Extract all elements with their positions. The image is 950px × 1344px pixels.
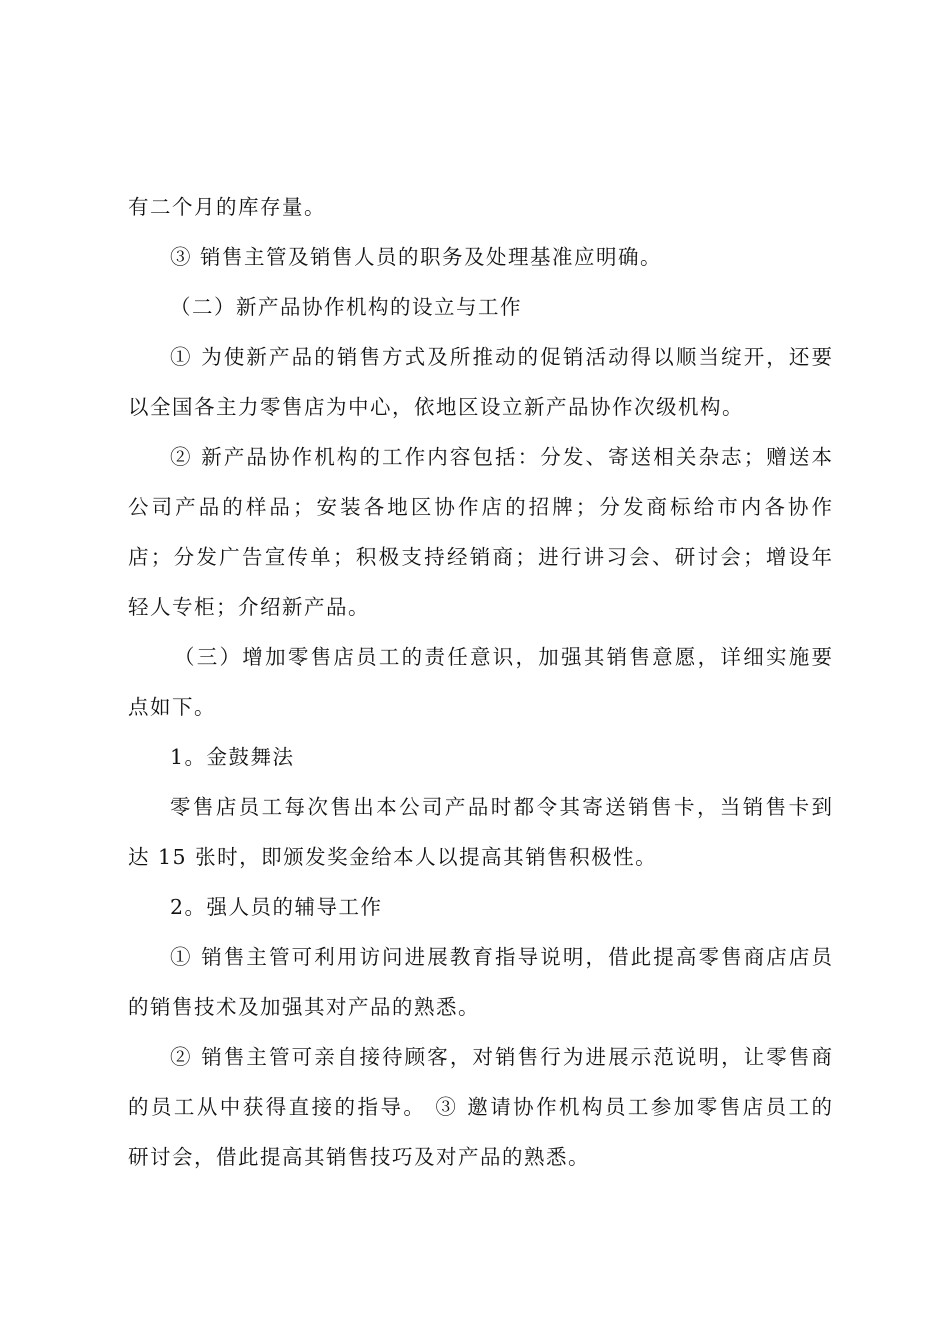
subsection-heading: 1。金鼓舞法	[170, 745, 295, 769]
paragraph-line: 研讨会，借此提高其销售技巧及对产品的熟悉。	[128, 1145, 590, 1169]
paragraph-line: ③ 销售主管及销售人员的职务及处理基准应明确。	[170, 245, 663, 269]
paragraph-line: ① 销售主管可利用访问进展教育指导说明，借此提高零售商店店员	[170, 945, 832, 969]
paragraph-line: 达 15 张时，即颁发奖金给本人以提高其销售积极性。	[128, 845, 658, 869]
paragraph-line: 以全国各主力零售店为中心，依地区设立新产品协作次级机构。	[128, 395, 744, 419]
paragraph-line: ① 为使新产品的销售方式及所推动的促销活动得以顺当绽开，还要	[170, 345, 832, 369]
subsection-heading: 2。强人员的辅导工作	[170, 895, 383, 919]
section-heading: （二）新产品协作机构的设立与工作	[170, 295, 522, 319]
paragraph-line: ② 新产品协作机构的工作内容包括：分发、寄送相关杂志；赠送本	[170, 445, 832, 469]
paragraph-line: 的员工从中获得直接的指导。 ③ 邀请协作机构员工参加零售店员工的	[128, 1095, 832, 1119]
paragraph-line: 有二个月的库存量。	[128, 195, 326, 219]
section-heading: （三）增加零售店员工的责任意识，加强其销售意愿，详细实施要	[174, 645, 832, 669]
paragraph-line: ② 销售主管可亲自接待顾客，对销售行为进展示范说明，让零售商	[170, 1045, 832, 1069]
paragraph-line: 公司产品的样品；安装各地区协作店的招牌；分发商标给市内各协作	[128, 495, 832, 519]
body-text	[128, 182, 832, 1182]
paragraph-line: 店；分发广告宣传单；积极支持经销商；进行讲习会、研讨会；增设年	[128, 545, 832, 569]
paragraph-line: 点如下。	[128, 695, 216, 719]
paragraph-line: 的销售技术及加强其对产品的熟悉。	[128, 995, 480, 1019]
paragraph-line: 轻人专柜；介绍新产品。	[128, 595, 370, 619]
paragraph-line: 零售店员工每次售出本公司产品时都令其寄送销售卡，当销售卡到	[170, 795, 832, 819]
